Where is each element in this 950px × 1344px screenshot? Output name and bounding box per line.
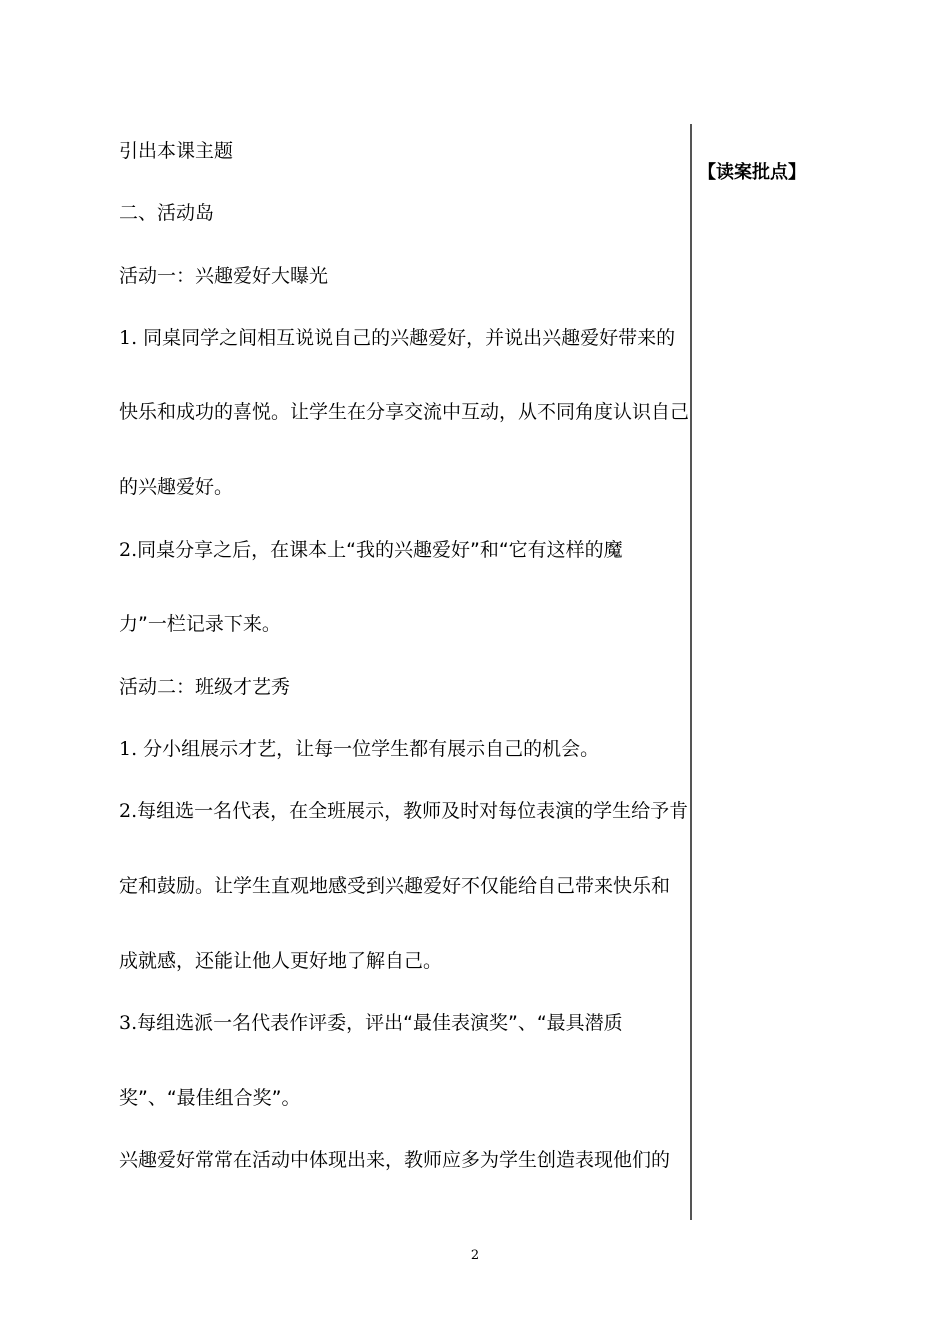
line-text: 活动一：兴趣爱好大曝光: [119, 265, 329, 287]
line-text: 兴趣爱好常常在活动中体现出来，教师应多为学生创造表现他们的: [119, 1149, 671, 1171]
line-text: 引出本课主题: [119, 140, 234, 162]
line-text: 力”一栏记录下来。: [119, 613, 281, 635]
text-line: [119, 139, 233, 163]
line-text: 定和鼓励。让学生直观地感受到兴趣爱好不仅能给自己带来快乐和: [119, 875, 671, 897]
line-text: 快乐和成功的喜悦。让学生在分享交流中互动，从不同角度认识自己: [119, 401, 690, 423]
line-text: 每组选派一名代表作评委，评出“最佳表演奖”、“最具潜质: [137, 1012, 623, 1034]
line-text: 同桌同学之间相互说说自己的兴趣爱好，并说出兴趣爱好带来的: [137, 327, 676, 349]
line-number: 1.: [119, 738, 138, 760]
text-line: [119, 400, 689, 424]
text-line: [119, 675, 290, 699]
line-text: 的兴趣爱好。: [119, 476, 234, 498]
line-number: 3.: [119, 1012, 138, 1034]
line-text: 分小组展示才艺，让每一位学生都有展示自己的机会。: [137, 738, 600, 760]
text-line: [119, 1011, 623, 1035]
page-number: 2: [470, 1248, 480, 1263]
line-text: 活动二：班级才艺秀: [119, 676, 291, 698]
text-line: [119, 1148, 670, 1172]
text-line: [119, 612, 281, 636]
text-line: [119, 538, 623, 562]
text-line: [119, 201, 214, 225]
text-line: [119, 737, 599, 761]
line-number: 2.: [119, 539, 138, 561]
column-divider: [690, 124, 692, 1220]
text-line: [119, 1086, 301, 1110]
line-text: 每组选一名代表，在全班展示，教师及时对每位表演的学生给予肯: [137, 800, 689, 822]
line-number: 2.: [119, 800, 138, 822]
line-text: 成就感，还能让他人更好地了解自己。: [119, 950, 443, 972]
text-line: [119, 874, 670, 898]
text-line: [119, 799, 688, 823]
line-text: 奖”、“最佳组合奖”。: [119, 1087, 301, 1109]
text-line: [119, 264, 328, 288]
text-line: [119, 949, 442, 973]
text-line: [119, 326, 675, 350]
line-text: 同桌分享之后，在课本上“我的兴趣爱好”和“它有这样的魔: [137, 539, 623, 561]
annotation-column-title: 【读案批点】: [698, 162, 806, 183]
line-number: 1.: [119, 327, 138, 349]
text-line: [119, 475, 233, 499]
line-text: 二、活动岛: [119, 202, 215, 224]
